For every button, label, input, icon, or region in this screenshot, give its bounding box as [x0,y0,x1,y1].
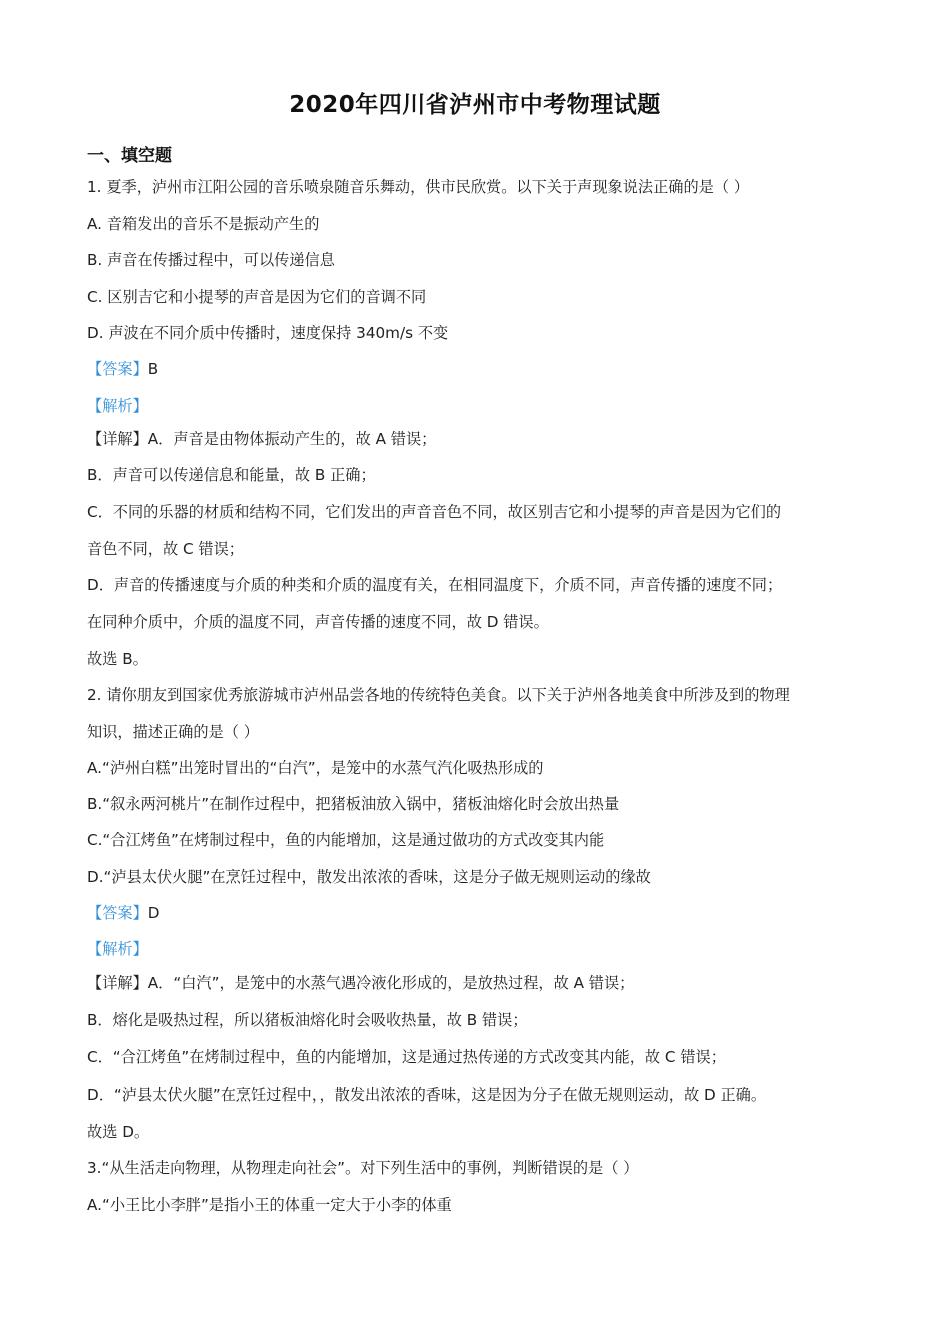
question-2-detail-4: D．“泸县太伏火腿”在烹饪过程中，，散发出浓浓的香味，这是因为分子在做无规则运动，故 D 正确。 [87,1086,767,1104]
question-2-detail-5: 故选 D。 [87,1123,150,1141]
question-2-analysis-tag: 【解析】 [87,940,148,958]
question-2-option-c: C.“合江烤鱼”在烤制过程中，鱼的内能增加，这是通过做功的方式改变其内能 [87,831,605,849]
question-1-option-c: C. 区别吉它和小提琴的声音是因为它们的音调不同 [87,288,427,306]
question-1-detail-1: 【详解】A．声音是由物体振动产生的，故 A 错误； [87,430,437,448]
question-1-analysis-tag: 【解析】 [87,397,148,415]
question-1-option-b: B. 声音在传播过程中，可以传递信息 [87,251,335,269]
question-1-detail-6: 在同种介质中，介质的温度不同，声音传播的速度不同，故 D 错误。 [87,613,549,631]
answer-value: D [147,904,160,922]
section-heading: 一、填空题 [87,146,172,166]
question-2-stem-line-2: 知识，描述正确的是（ ） [87,723,259,741]
question-1-option-a: A. 音箱发出的音乐不是振动产生的 [87,215,320,233]
document-title: 2020年四川省泸州市中考物理试题 [289,92,661,118]
question-2-option-b: B.“叙永两河桃片”在制作过程中，把猪板油放入锅中，猪板油熔化时会放出热量 [87,795,620,813]
question-1-detail-5: D．声音的传播速度与介质的种类和介质的温度有关，在相同温度下，介质不同，声音传播的速度不同； [87,576,783,594]
question-1-answer [87,357,158,381]
question-2-option-d: D.“泸县太伏火腿”在烹饪过程中，散发出浓浓的香味，这是分子做无规则运动的缘故 [87,868,651,886]
question-1-detail-4: 音色不同，故 C 错误； [87,540,244,558]
question-1-stem: 1. 夏季，泸州市江阳公园的音乐喷泉随音乐舞动，供市民欣赏。以下关于声现象说法正确的是（ ） [87,178,750,196]
answer-tag: 【答案】 [87,904,148,922]
question-2-answer [87,901,159,925]
question-2-detail-3: C．“合江烤鱼”在烤制过程中，鱼的内能增加，这是通过热传递的方式改变其内能，故 C 错误； [87,1048,726,1066]
question-3-option-a: A.“小王比小李胖”是指小王的体重一定大于小李的体重 [87,1196,452,1214]
question-1-detail-3: C．不同的乐器的材质和结构不同，它们发出的声音音色不同，故区别吉它和小提琴的声音是因为它们的 [87,503,782,521]
question-1-detail-7: 故选 B。 [87,650,148,668]
question-2-detail-2: B．熔化是吸热过程，所以猪板油熔化时会吸收热量，故 B 错误； [87,1011,528,1029]
question-2-detail-1: 【详解】A．“白汽”，是笼中的水蒸气遇冷液化形成的，是放热过程，故 A 错误； [87,974,635,992]
answer-value: B [147,360,159,378]
question-1-detail-2: B．声音可以传递信息和能量，故 B 正确； [87,466,376,484]
question-3-stem: 3.“从生活走向物理，从物理走向社会”。对下列生活中的事例，判断错误的是（ ） [87,1159,639,1177]
question-2-option-a: A.“泸州白糕”出笼时冒出的“白汽”，是笼中的水蒸气汽化吸热形成的 [87,759,544,777]
question-1-option-d: D. 声波在不同介质中传播时，速度保持 340m/s 不变 [87,324,449,342]
question-2-stem-line-1: 2. 请你朋友到国家优秀旅游城市泸州品尝各地的传统特色美食。以下关于泸州各地美食中所涉及到的物理 [87,686,790,704]
answer-tag: 【答案】 [87,360,148,378]
